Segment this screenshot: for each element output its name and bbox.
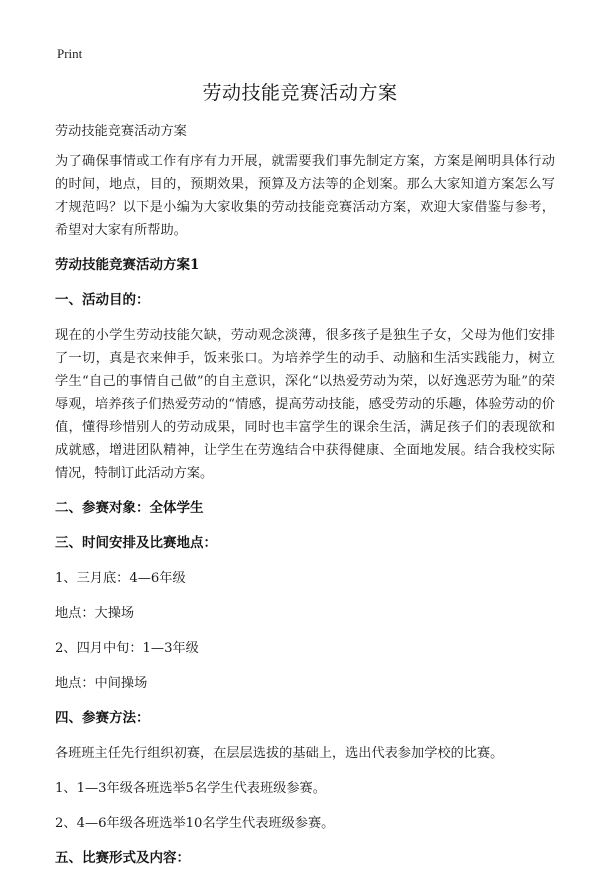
section-heading-schedule: 三、时间安排及比赛地点：: [55, 535, 217, 551]
venue-item-2: 地点：中间操场: [55, 676, 148, 691]
method-item-2: 2、4—6年级各班选举10名学生代表班级参赛。: [55, 816, 335, 831]
section-heading-format: 五、比赛形式及内容：: [55, 850, 190, 866]
method-paragraph: 各班班主任先行组织初赛，在层层选拔的基础上，选出代表参加学校的比赛。: [55, 746, 504, 761]
schedule-item-1: 1、三月底：4—6年级: [55, 571, 186, 586]
method-item-1: 1、1—3年级各班选举5名学生代表班级参赛。: [55, 781, 326, 796]
print-link[interactable]: Print: [57, 46, 83, 61]
page-title: 劳动技能竞赛活动方案: [202, 82, 398, 104]
section-heading-participants: 二、参赛对象：全体学生: [55, 500, 204, 516]
intro-paragraph: 为了确保事情或工作有序有力开展，就需要我们事先制定方案，方案是阐明具体行动的时间，地点，目的，预期效果，预算及方法等的企划案。那么大家知道方案怎么写才规范吗？以下是小编为大家收集的劳动技能竞赛活动方案，欢迎大家借鉴与参考，希望对大家有所帮助。: [55, 154, 555, 238]
section-heading-purpose: 一、活动目的：: [55, 292, 150, 308]
document-body: [55, 120, 555, 882]
section-heading-method: 四、参赛方法：: [55, 710, 150, 726]
document-subtitle: 劳动技能竞赛活动方案: [55, 124, 187, 139]
venue-item-1: 地点：大操场: [55, 606, 135, 621]
plan-heading: 劳动技能竞赛活动方案1: [55, 257, 200, 273]
purpose-paragraph: 现在的小学生劳动技能欠缺，劳动观念淡薄，很多孩子是独生子女，父母为他们安排了一切，真是衣来伸手，饭来张口。为培养学生的动手、动脑和生活实践能力，树立学生“自己的事情自己做”的自主意识，深化“以热爱劳动为荣，以好逸恶劳为耻”的荣辱观，培养孩子们热爱劳动的“情感，提高劳动技能，感受劳动的乐趣，体验劳动的价值，懂得珍惜别人的劳动成果，同时也丰富学生的课余生活，满足孩子们的表现欲和成就感，增进团队精神，让学生在劳逸结合中获得健康、全面地发展。结合我校实际情况，特制订此活动方案。: [55, 328, 555, 481]
schedule-item-2: 2、四月中旬：1—3年级: [55, 641, 199, 656]
